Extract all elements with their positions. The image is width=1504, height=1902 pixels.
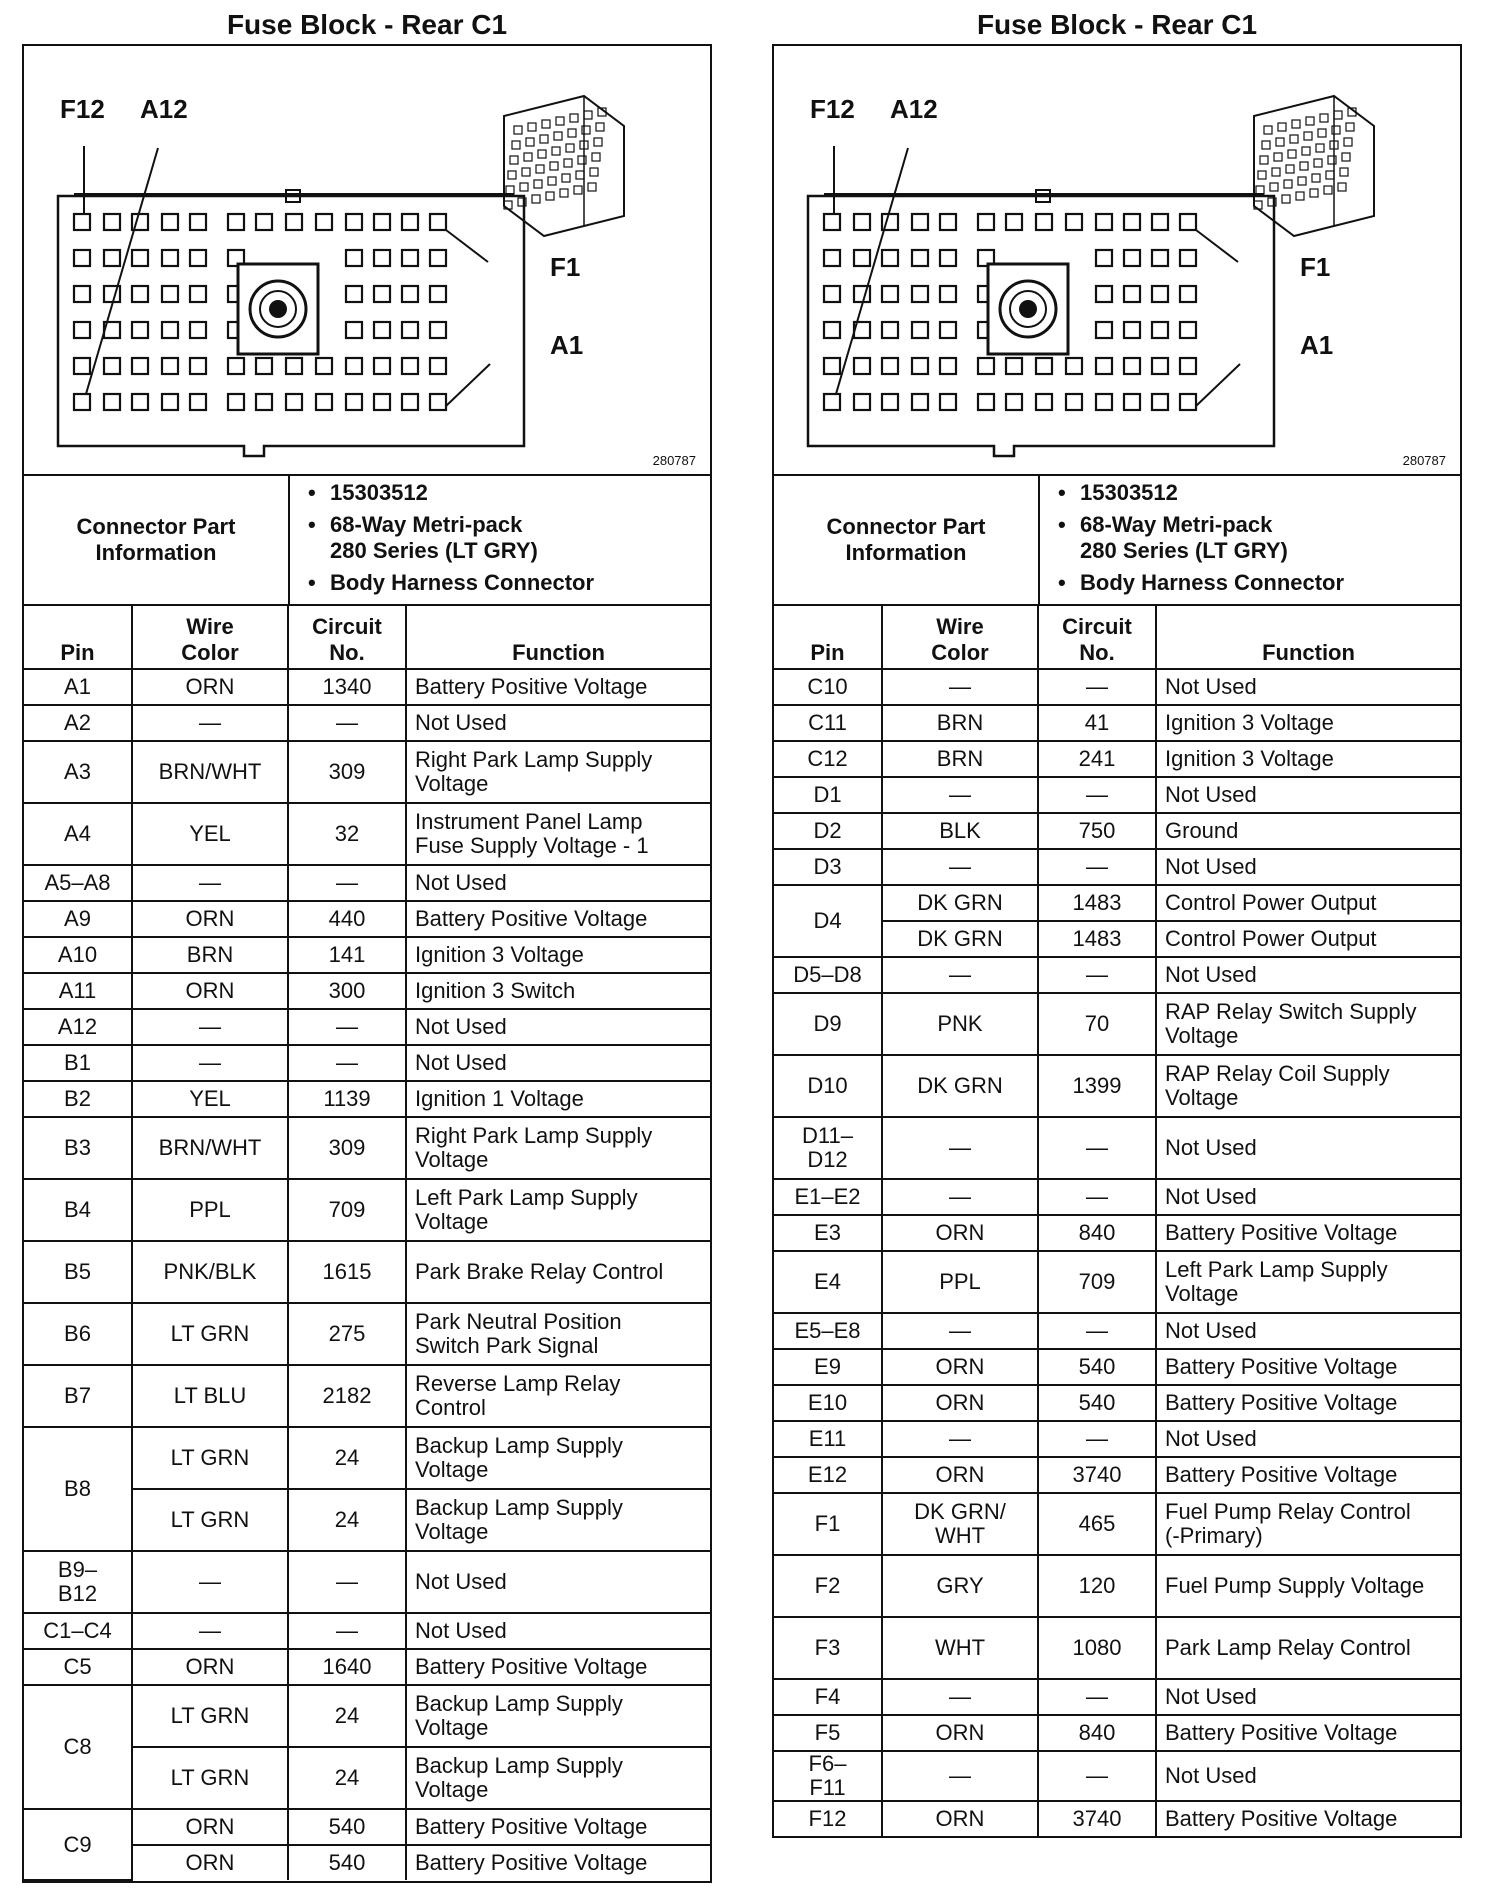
- wire-color-cell: PNK/BLK: [132, 1241, 288, 1303]
- table-row: [774, 1493, 1460, 1555]
- pin-cell: C1–C4: [24, 1613, 132, 1649]
- label-f12: F12: [60, 94, 105, 124]
- table-row: [774, 1801, 1460, 1836]
- function-cell: Park Brake Relay Control: [406, 1241, 710, 1303]
- table-row: [774, 1555, 1460, 1617]
- circuit-cell: 1080: [1038, 1617, 1156, 1679]
- wire-color-cell: ORN: [882, 1349, 1038, 1385]
- function-cell: Not Used: [1156, 1421, 1460, 1457]
- wire-color-cell: —: [882, 777, 1038, 813]
- wire-color-cell: LT GRN: [132, 1427, 288, 1489]
- circuit-cell: 24: [288, 1489, 406, 1551]
- function-cell: Backup Lamp Supply Voltage: [406, 1427, 710, 1489]
- wire-color-cell: —: [882, 849, 1038, 885]
- wire-color-cell: —: [882, 957, 1038, 993]
- wire-color-cell: PPL: [132, 1179, 288, 1241]
- wire-color-cell: LT BLU: [132, 1365, 288, 1427]
- function-cell: Not Used: [406, 1009, 710, 1045]
- table-row: [774, 1715, 1460, 1751]
- function-cell: Not Used: [406, 705, 710, 741]
- header-wire-color: Wire Color: [132, 606, 288, 669]
- table-row: [774, 669, 1460, 705]
- wire-color-cell: DK GRN: [882, 921, 1038, 957]
- circuit-cell: 465: [1038, 1493, 1156, 1555]
- wire-color-cell: —: [132, 705, 288, 741]
- pin-cell: E10: [774, 1385, 882, 1421]
- table-row: [24, 1009, 710, 1045]
- pin-cell: E12: [774, 1457, 882, 1493]
- table-row: [24, 803, 710, 865]
- circuit-cell: 120: [1038, 1555, 1156, 1617]
- pin-cell: F6–F11: [774, 1751, 882, 1801]
- label-f1: F1: [550, 252, 581, 282]
- circuit-cell: 2182: [288, 1365, 406, 1427]
- function-cell: Left Park Lamp Supply Voltage: [406, 1179, 710, 1241]
- wire-color-cell: DK GRN: [882, 885, 1038, 921]
- circuit-cell: 540: [1038, 1385, 1156, 1421]
- circuit-cell: —: [288, 1551, 406, 1613]
- wire-color-cell: —: [882, 1679, 1038, 1715]
- pin-cell: B7: [24, 1365, 132, 1427]
- wire-color-cell: ORN: [882, 1215, 1038, 1251]
- pin-cell: F4: [774, 1679, 882, 1715]
- function-cell: Battery Positive Voltage: [1156, 1715, 1460, 1751]
- header-circuit: Circuit No.: [288, 606, 406, 669]
- pin-cell: A3: [24, 741, 132, 803]
- pin-cell: C10: [774, 669, 882, 705]
- circuit-cell: —: [288, 1045, 406, 1081]
- table-row: [774, 1751, 1460, 1801]
- wire-color-cell: —: [882, 1179, 1038, 1215]
- pin-cell: A10: [24, 937, 132, 973]
- pin-cell: C11: [774, 705, 882, 741]
- label-a12: A12: [140, 94, 188, 124]
- function-cell: Not Used: [1156, 1313, 1460, 1349]
- diagram-reference: 280787: [652, 453, 696, 468]
- circuit-cell: 1615: [288, 1241, 406, 1303]
- wire-color-cell: BRN: [882, 705, 1038, 741]
- circuit-cell: —: [1038, 1179, 1156, 1215]
- table-row: [774, 849, 1460, 885]
- pin-cell: A1: [24, 669, 132, 705]
- connector-diagram: [774, 46, 1460, 476]
- wire-color-cell: BRN: [882, 741, 1038, 777]
- header-pin: Pin: [774, 606, 882, 669]
- function-cell: Ignition 3 Voltage: [1156, 705, 1460, 741]
- table-row: [24, 1179, 710, 1241]
- header-pin: Pin: [24, 606, 132, 669]
- circuit-cell: 3740: [1038, 1801, 1156, 1836]
- left-panel: [22, 0, 712, 1883]
- circuit-cell: —: [1038, 1751, 1156, 1801]
- table-row: [774, 1385, 1460, 1421]
- connector-part-info: [774, 476, 1460, 606]
- table-row: [774, 1251, 1460, 1313]
- circuit-cell: —: [1038, 669, 1156, 705]
- circuit-cell: —: [288, 1613, 406, 1649]
- pin-cell: E11: [774, 1421, 882, 1457]
- header-circuit: Circuit No.: [1038, 606, 1156, 669]
- function-cell: Backup Lamp Supply Voltage: [406, 1489, 710, 1551]
- connector-part-item: • 15303512: [1080, 480, 1460, 506]
- table-row: [774, 1215, 1460, 1251]
- circuit-cell: —: [1038, 849, 1156, 885]
- table-row: [774, 1457, 1460, 1493]
- connector-part-item: • 68-Way Metri-pack 280 Series (LT GRY): [330, 512, 710, 564]
- connector-drawing: [774, 46, 1460, 474]
- circuit-cell: 540: [288, 1845, 406, 1880]
- wire-color-cell: DK GRN/ WHT: [882, 1493, 1038, 1555]
- wire-color-cell: BRN/WHT: [132, 741, 288, 803]
- wire-color-cell: ORN: [882, 1385, 1038, 1421]
- pin-cell: A11: [24, 973, 132, 1009]
- circuit-cell: 1483: [1038, 921, 1156, 957]
- connector-part-info: [24, 476, 710, 606]
- circuit-cell: 24: [288, 1685, 406, 1747]
- table-row: [24, 1081, 710, 1117]
- function-cell: Not Used: [1156, 1679, 1460, 1715]
- header-function: Function: [406, 606, 710, 669]
- wire-color-cell: ORN: [882, 1715, 1038, 1751]
- table-row: [774, 1421, 1460, 1457]
- wire-color-cell: —: [882, 1117, 1038, 1179]
- function-cell: Not Used: [406, 1045, 710, 1081]
- table-row: [774, 1313, 1460, 1349]
- pin-cell: E1–E2: [774, 1179, 882, 1215]
- function-cell: Battery Positive Voltage: [406, 1845, 710, 1880]
- table-row: [24, 1613, 710, 1649]
- wire-color-cell: —: [882, 1313, 1038, 1349]
- pinout-table: [24, 606, 710, 1881]
- table-row: [24, 1303, 710, 1365]
- pin-cell: D1: [774, 777, 882, 813]
- circuit-cell: —: [1038, 1117, 1156, 1179]
- wire-color-cell: DK GRN: [882, 1055, 1038, 1117]
- pin-cell: A2: [24, 705, 132, 741]
- pin-cell: B1: [24, 1045, 132, 1081]
- function-cell: Park Lamp Relay Control: [1156, 1617, 1460, 1679]
- function-cell: Not Used: [1156, 669, 1460, 705]
- panel-title: Fuse Block - Rear C1: [976, 9, 1258, 40]
- function-cell: Backup Lamp Supply Voltage: [406, 1685, 710, 1747]
- wire-color-cell: BLK: [882, 813, 1038, 849]
- connector-diagram: [24, 46, 710, 476]
- function-cell: Battery Positive Voltage: [406, 1649, 710, 1685]
- function-cell: Not Used: [1156, 777, 1460, 813]
- circuit-cell: 141: [288, 937, 406, 973]
- label-a1: A1: [1300, 330, 1334, 360]
- function-cell: Ignition 1 Voltage: [406, 1081, 710, 1117]
- function-cell: Not Used: [1156, 849, 1460, 885]
- panel-title: Fuse Block - Rear C1: [226, 9, 508, 40]
- pin-cell: E5–E8: [774, 1313, 882, 1349]
- wire-color-cell: YEL: [132, 803, 288, 865]
- circuit-cell: 709: [1038, 1251, 1156, 1313]
- table-row: [774, 1055, 1460, 1117]
- wire-color-cell: PPL: [882, 1251, 1038, 1313]
- function-cell: Ignition 3 Voltage: [406, 937, 710, 973]
- wire-color-cell: —: [882, 669, 1038, 705]
- wire-color-cell: —: [132, 865, 288, 901]
- function-cell: Instrument Panel Lamp Fuse Supply Voltage - 1: [406, 803, 710, 865]
- wire-color-cell: PNK: [882, 993, 1038, 1055]
- label-f1: F1: [1300, 252, 1331, 282]
- circuit-cell: 709: [288, 1179, 406, 1241]
- function-cell: Not Used: [1156, 1751, 1460, 1801]
- function-cell: Battery Positive Voltage: [406, 901, 710, 937]
- circuit-cell: 1139: [288, 1081, 406, 1117]
- function-cell: RAP Relay Switch Supply Voltage: [1156, 993, 1460, 1055]
- connector-part-label: Connector Part Information: [24, 476, 290, 604]
- pin-cell: F5: [774, 1715, 882, 1751]
- circuit-cell: 750: [1038, 813, 1156, 849]
- table-row: [24, 669, 710, 705]
- function-cell: Not Used: [1156, 1179, 1460, 1215]
- pin-cell: B2: [24, 1081, 132, 1117]
- pin-cell: E4: [774, 1251, 882, 1313]
- function-cell: Reverse Lamp Relay Control: [406, 1365, 710, 1427]
- function-cell: Not Used: [1156, 1117, 1460, 1179]
- table-row: [24, 1551, 710, 1613]
- circuit-cell: —: [288, 865, 406, 901]
- pin-cell: F1: [774, 1493, 882, 1555]
- wire-color-cell: ORN: [132, 1809, 288, 1845]
- function-cell: Battery Positive Voltage: [1156, 1349, 1460, 1385]
- table-row: [774, 1117, 1460, 1179]
- function-cell: Not Used: [406, 865, 710, 901]
- wire-color-cell: —: [882, 1421, 1038, 1457]
- wire-color-cell: LT GRN: [132, 1489, 288, 1551]
- pin-cell: D10: [774, 1055, 882, 1117]
- table-row: [24, 1045, 710, 1081]
- pin-cell: F12: [774, 1801, 882, 1836]
- circuit-cell: 309: [288, 1117, 406, 1179]
- wire-color-cell: YEL: [132, 1081, 288, 1117]
- table-row: [24, 1685, 710, 1747]
- function-cell: Park Neutral Position Switch Park Signal: [406, 1303, 710, 1365]
- circuit-cell: 275: [288, 1303, 406, 1365]
- function-cell: Battery Positive Voltage: [1156, 1801, 1460, 1836]
- table-row: [24, 973, 710, 1009]
- pinout-table: [774, 606, 1460, 1836]
- wire-color-cell: —: [882, 1751, 1038, 1801]
- table-row: [774, 993, 1460, 1055]
- table-row: [774, 705, 1460, 741]
- wire-color-cell: ORN: [882, 1801, 1038, 1836]
- pin-cell: D3: [774, 849, 882, 885]
- function-cell: Control Power Output: [1156, 885, 1460, 921]
- label-a12: A12: [890, 94, 938, 124]
- function-cell: Ignition 3 Switch: [406, 973, 710, 1009]
- circuit-cell: 1340: [288, 669, 406, 705]
- function-cell: Not Used: [1156, 957, 1460, 993]
- right-panel: [772, 0, 1462, 1838]
- table-row: [24, 937, 710, 973]
- wire-color-cell: ORN: [132, 1845, 288, 1880]
- connector-drawing: [24, 46, 710, 474]
- pin-cell: D11–D12: [774, 1117, 882, 1179]
- wire-color-cell: WHT: [882, 1617, 1038, 1679]
- connector-part-item: • 15303512: [330, 480, 710, 506]
- wire-color-cell: BRN/WHT: [132, 1117, 288, 1179]
- wire-color-cell: ORN: [132, 669, 288, 705]
- connector-frame: [772, 44, 1462, 1838]
- circuit-cell: —: [1038, 1679, 1156, 1715]
- table-row: [774, 957, 1460, 993]
- function-cell: Not Used: [406, 1551, 710, 1613]
- circuit-cell: —: [1038, 957, 1156, 993]
- table-row: [24, 1809, 710, 1845]
- pin-cell: E3: [774, 1215, 882, 1251]
- function-cell: Fuel Pump Relay Control (-Primary): [1156, 1493, 1460, 1555]
- function-cell: Backup Lamp Supply Voltage: [406, 1747, 710, 1809]
- table-row: [774, 813, 1460, 849]
- pin-cell: B4: [24, 1179, 132, 1241]
- table-row: [24, 705, 710, 741]
- circuit-cell: 840: [1038, 1715, 1156, 1751]
- circuit-cell: 41: [1038, 705, 1156, 741]
- pin-cell: C12: [774, 741, 882, 777]
- pin-cell: C9: [24, 1809, 132, 1880]
- table-row: [24, 1241, 710, 1303]
- circuit-cell: 32: [288, 803, 406, 865]
- circuit-cell: 241: [1038, 741, 1156, 777]
- circuit-cell: 1399: [1038, 1055, 1156, 1117]
- pin-cell: D4: [774, 885, 882, 957]
- table-row: [774, 777, 1460, 813]
- table-row: [774, 1617, 1460, 1679]
- diagram-reference: 280787: [1402, 453, 1446, 468]
- connector-part-label: Connector Part Information: [774, 476, 1040, 604]
- connector-frame: [22, 44, 712, 1883]
- table-row: [774, 1679, 1460, 1715]
- wire-color-cell: BRN: [132, 937, 288, 973]
- pin-cell: B3: [24, 1117, 132, 1179]
- table-row: [774, 885, 1460, 921]
- pin-cell: A12: [24, 1009, 132, 1045]
- wire-color-cell: —: [132, 1613, 288, 1649]
- circuit-cell: 840: [1038, 1215, 1156, 1251]
- connector-part-item: • Body Harness Connector: [1080, 570, 1460, 596]
- table-row: [774, 741, 1460, 777]
- pin-cell: B6: [24, 1303, 132, 1365]
- function-cell: Battery Positive Voltage: [1156, 1457, 1460, 1493]
- circuit-cell: —: [288, 705, 406, 741]
- table-row: [774, 1179, 1460, 1215]
- wire-color-cell: ORN: [132, 901, 288, 937]
- wire-color-cell: GRY: [882, 1555, 1038, 1617]
- wire-color-cell: —: [132, 1045, 288, 1081]
- circuit-cell: —: [1038, 1421, 1156, 1457]
- wire-color-cell: —: [132, 1551, 288, 1613]
- pin-cell: B9–B12: [24, 1551, 132, 1613]
- connector-part-list: [1040, 476, 1460, 604]
- circuit-cell: 1640: [288, 1649, 406, 1685]
- function-cell: Fuel Pump Supply Voltage: [1156, 1555, 1460, 1617]
- connector-part-item: • 68-Way Metri-pack 280 Series (LT GRY): [1080, 512, 1460, 564]
- pin-cell: D2: [774, 813, 882, 849]
- pin-cell: D5–D8: [774, 957, 882, 993]
- wire-color-cell: ORN: [132, 973, 288, 1009]
- function-cell: Ignition 3 Voltage: [1156, 741, 1460, 777]
- pin-cell: F2: [774, 1555, 882, 1617]
- wire-color-cell: LT GRN: [132, 1685, 288, 1747]
- table-row: [24, 1649, 710, 1685]
- pin-cell: B8: [24, 1427, 132, 1551]
- function-cell: Control Power Output: [1156, 921, 1460, 957]
- table-row: [24, 865, 710, 901]
- pin-cell: D9: [774, 993, 882, 1055]
- circuit-cell: 1483: [1038, 885, 1156, 921]
- function-cell: Right Park Lamp Supply Voltage: [406, 741, 710, 803]
- circuit-cell: 24: [288, 1747, 406, 1809]
- wire-color-cell: ORN: [882, 1457, 1038, 1493]
- function-cell: Not Used: [406, 1613, 710, 1649]
- circuit-cell: 24: [288, 1427, 406, 1489]
- connector-part-item: • Body Harness Connector: [330, 570, 710, 596]
- pin-cell: A9: [24, 901, 132, 937]
- pin-cell: C8: [24, 1685, 132, 1809]
- label-a1: A1: [550, 330, 584, 360]
- pin-cell: A5–A8: [24, 865, 132, 901]
- table-row: [24, 1427, 710, 1489]
- circuit-cell: 309: [288, 741, 406, 803]
- pin-cell: E9: [774, 1349, 882, 1385]
- function-cell: Battery Positive Voltage: [1156, 1215, 1460, 1251]
- circuit-cell: 70: [1038, 993, 1156, 1055]
- circuit-cell: —: [1038, 1313, 1156, 1349]
- wire-color-cell: LT GRN: [132, 1303, 288, 1365]
- table-row: [24, 741, 710, 803]
- circuit-cell: —: [288, 1009, 406, 1045]
- wire-color-cell: —: [132, 1009, 288, 1045]
- function-cell: Battery Positive Voltage: [1156, 1385, 1460, 1421]
- header-wire-color: Wire Color: [882, 606, 1038, 669]
- wire-color-cell: LT GRN: [132, 1747, 288, 1809]
- circuit-cell: 540: [288, 1809, 406, 1845]
- function-cell: Battery Positive Voltage: [406, 1809, 710, 1845]
- function-cell: Battery Positive Voltage: [406, 669, 710, 705]
- function-cell: RAP Relay Coil Supply Voltage: [1156, 1055, 1460, 1117]
- pin-cell: B5: [24, 1241, 132, 1303]
- table-row: [24, 901, 710, 937]
- table-row: [774, 1349, 1460, 1385]
- function-cell: Ground: [1156, 813, 1460, 849]
- wire-color-cell: ORN: [132, 1649, 288, 1685]
- pin-cell: A4: [24, 803, 132, 865]
- function-cell: Left Park Lamp Supply Voltage: [1156, 1251, 1460, 1313]
- circuit-cell: —: [1038, 777, 1156, 813]
- circuit-cell: 300: [288, 973, 406, 1009]
- label-f12: F12: [810, 94, 855, 124]
- circuit-cell: 540: [1038, 1349, 1156, 1385]
- pin-cell: C5: [24, 1649, 132, 1685]
- table-row: [24, 1365, 710, 1427]
- circuit-cell: 440: [288, 901, 406, 937]
- circuit-cell: 3740: [1038, 1457, 1156, 1493]
- header-function: Function: [1156, 606, 1460, 669]
- function-cell: Right Park Lamp Supply Voltage: [406, 1117, 710, 1179]
- connector-part-list: [290, 476, 710, 604]
- table-row: [24, 1117, 710, 1179]
- pin-cell: F3: [774, 1617, 882, 1679]
